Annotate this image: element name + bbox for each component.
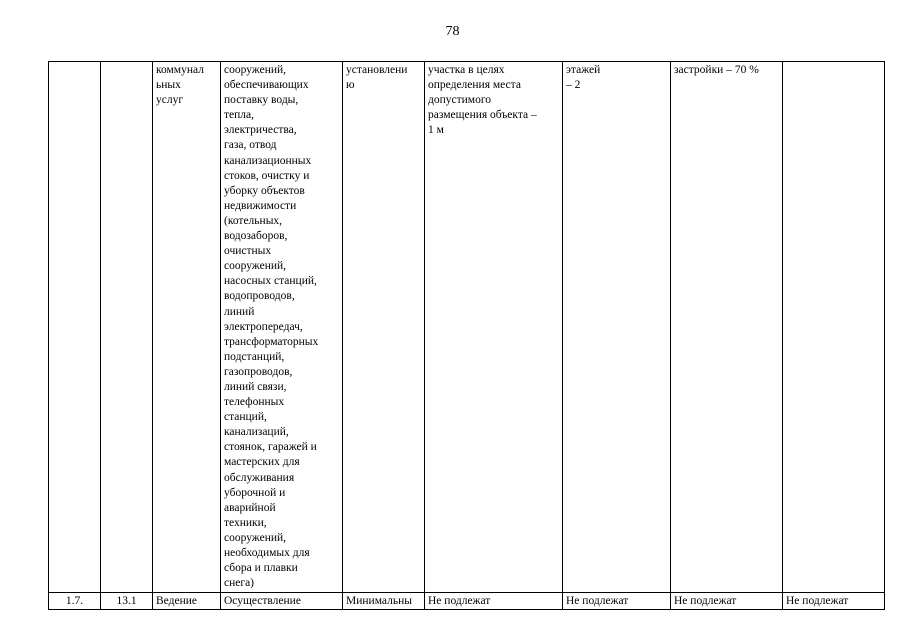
cell-number (49, 62, 101, 593)
cell-setbacks: Не подлежат (425, 593, 563, 610)
cell-use-name: Ведение (153, 593, 221, 610)
page-number: 78 (445, 24, 460, 39)
cell-floors: Не подлежат (563, 593, 671, 610)
cell-coverage: застройки – 70 % (671, 62, 783, 593)
cell-use-description: сооружений, обеспечивающих поставку воды, тепла, электричества, газа, отвод канализационных стоков, очистку и уборку объектов недвижимости (котельных, водозаборов, очистных сооружений, насосных станций, водопроводов, линий электропередач, трансформаторных подстанций, газопроводов, линий связи, телефонных станций, канализаций, стоянок, гаражей и мастерских для обслуживания уборочной и аварийной техники, сооружений, необходимых для сбора и плавки снега) (221, 62, 343, 593)
cell-other (783, 62, 885, 593)
cell-other: Не подлежат (783, 593, 885, 610)
cell-min-max-sizes: Минимальны (343, 593, 425, 610)
cell-number: 1.7. (49, 593, 101, 610)
cell-setbacks: участка в целях определения места допустимого размещения объекта – 1 м (425, 62, 563, 593)
cell-floors: этажей – 2 (563, 62, 671, 593)
cell-code (101, 62, 153, 593)
cell-use-description: Осуществление (221, 593, 343, 610)
cell-min-max-sizes: установлени ю (343, 62, 425, 593)
table-row-continued (49, 62, 885, 593)
cell-coverage: Не подлежат (671, 593, 783, 610)
zoning-regulations-table (48, 61, 885, 610)
cell-use-name: коммунал ьных услуг (153, 62, 221, 593)
table-row (49, 593, 885, 610)
cell-code: 13.1 (101, 593, 153, 610)
